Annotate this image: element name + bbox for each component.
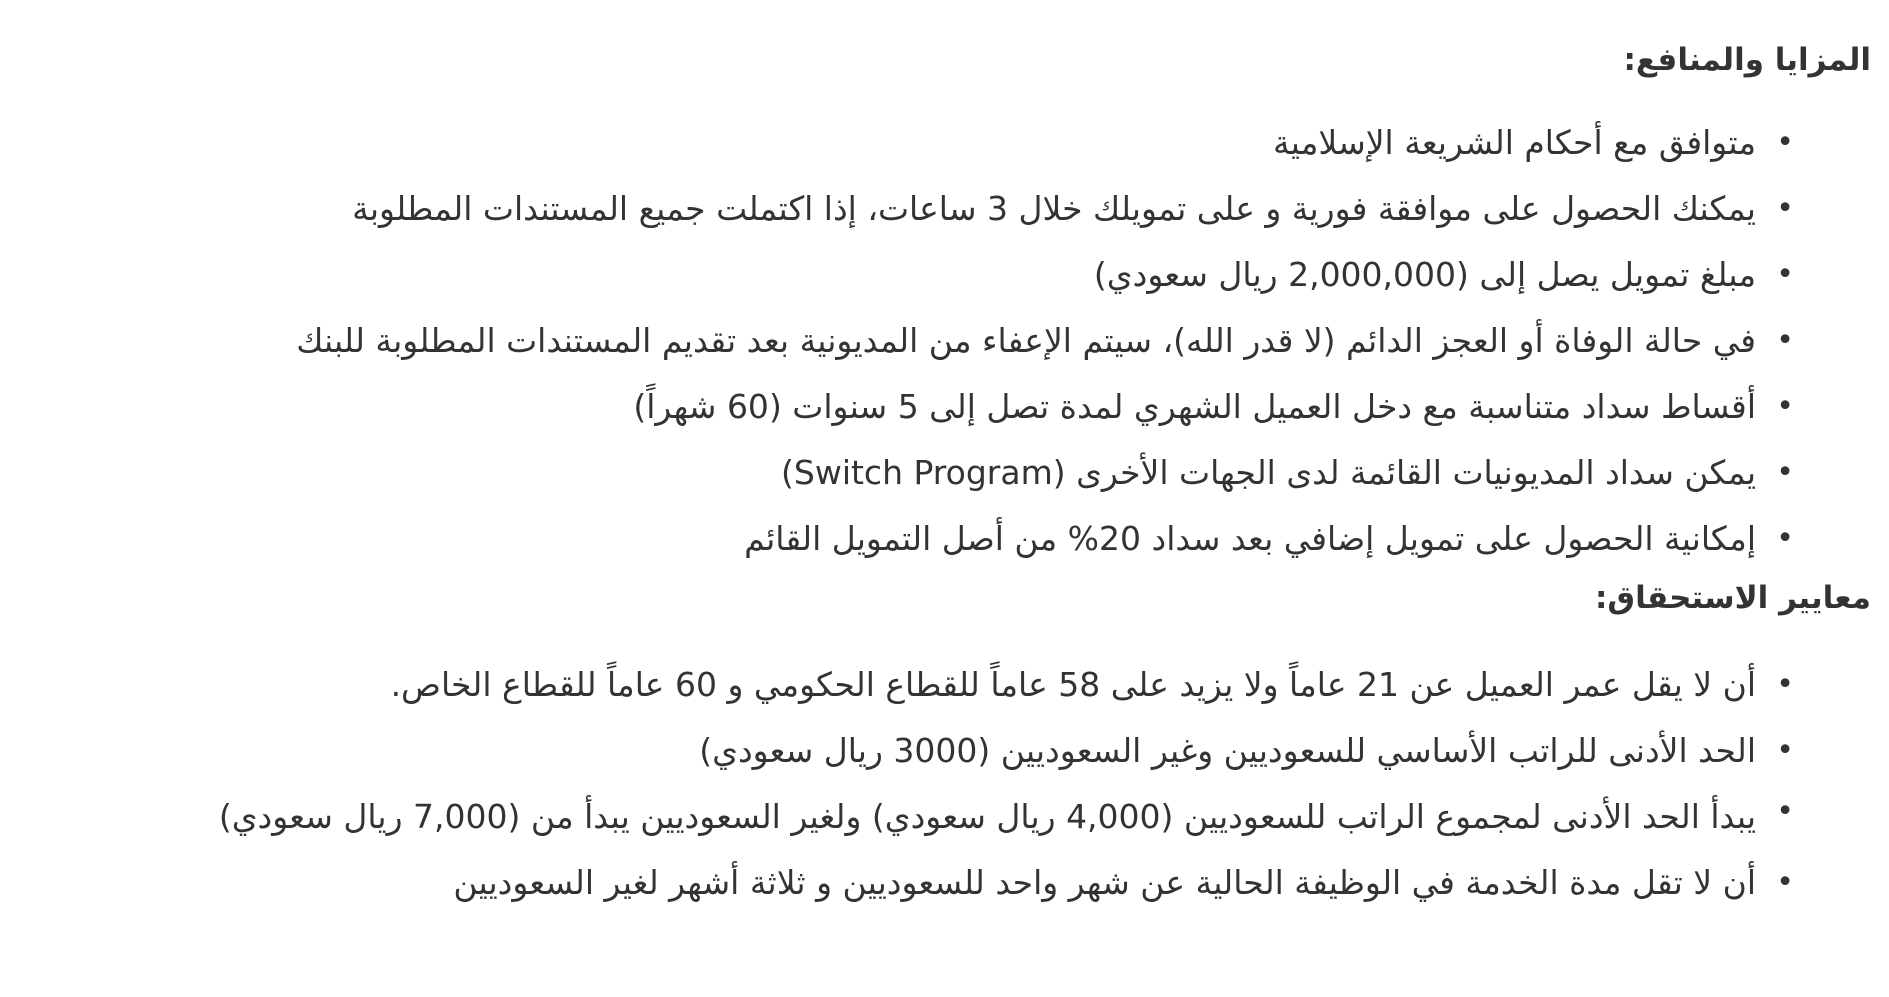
bullet-icon: •: [1776, 865, 1794, 900]
list-item: • يبدأ الحد الأدنى لمجموع الراتب للسعوديين (4,000 ريال سعودي) ولغير السعوديين يبدأ من (7,000 ريال سعودي): [0, 784, 1756, 850]
list-item: • أن لا يقل عمر العميل عن 21 عاماً ولا يزيد على 58 عاماً للقطاع الحكومي و 60 عاماً للقطاع الخاص.: [0, 652, 1756, 718]
list-item: • الحد الأدنى للراتب الأساسي للسعوديين وغير السعوديين (3000 ريال سعودي): [0, 718, 1756, 784]
bullet-icon: •: [1776, 455, 1794, 490]
list-item: • إمكانية الحصول على تمويل إضافي بعد سداد 20% من أصل التمويل القائم: [0, 506, 1756, 572]
bullet-icon: •: [1776, 794, 1794, 829]
list-item: • متوافق مع أحكام الشريعة الإسلامية: [0, 110, 1756, 176]
list-item: • يمكن سداد المديونيات القائمة لدى الجهات الأخرى (Switch Program): [0, 440, 1756, 506]
list-item: • يمكنك الحصول على موافقة فورية و على تمويلك خلال 3 ساعات، إذا اكتملت جميع المستندات المطلوبة: [0, 176, 1756, 242]
eligibility-list: [0, 652, 1889, 916]
bullet-icon: •: [1776, 257, 1794, 292]
list-item: • في حالة الوفاة أو العجز الدائم (لا قدر الله)، سيتم الإعفاء من المديونية بعد تقديم المستندات المطلوبة للبنك: [0, 308, 1756, 374]
benefits-list: [0, 110, 1889, 572]
bullet-icon: •: [1776, 521, 1794, 556]
benefits-heading: المزايا والمنافع:: [1623, 42, 1871, 78]
eligibility-heading: معايير الاستحقاق:: [1595, 580, 1871, 616]
bullet-icon: •: [1776, 667, 1794, 702]
bullet-icon: •: [1776, 389, 1794, 424]
list-item: • مبلغ تمويل يصل إلى (2,000,000 ريال سعودي): [0, 242, 1756, 308]
bullet-icon: •: [1776, 733, 1794, 768]
list-item: • أن لا تقل مدة الخدمة في الوظيفة الحالية عن شهر واحد للسعوديين و ثلاثة أشهر لغير السعوديين: [0, 850, 1756, 916]
bullet-icon: •: [1776, 125, 1794, 160]
list-item: • أقساط سداد متناسبة مع دخل العميل الشهري لمدة تصل إلى 5 سنوات (60 شهراً): [0, 374, 1756, 440]
bullet-icon: •: [1776, 191, 1794, 226]
bullet-icon: •: [1776, 323, 1794, 358]
